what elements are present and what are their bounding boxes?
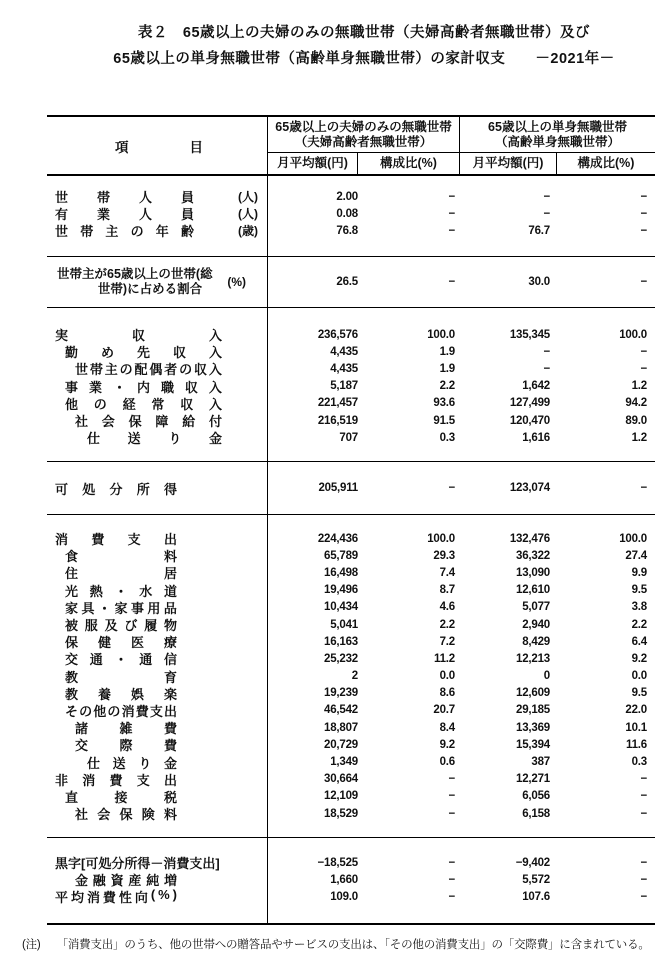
row-label: [47, 667, 268, 686]
value-cell: 6,158: [522, 807, 550, 820]
value-cell: 8.6: [439, 687, 455, 700]
value-cell: 4,435: [330, 345, 358, 358]
value-cell: 12,609: [516, 687, 550, 700]
value-cell: 1,616: [522, 431, 550, 444]
footnote-prefix: (注): [22, 939, 41, 951]
table-row: [47, 788, 655, 805]
value-cell: −: [640, 207, 647, 220]
value-cell: 3.8: [631, 601, 647, 614]
value-cell: −18,525: [317, 856, 358, 869]
value-cell: 16,163: [324, 635, 358, 648]
value-cell: 91.5: [433, 414, 455, 427]
value-cell: 5,572: [522, 873, 550, 886]
row-label: [47, 787, 268, 806]
value-cell: 9.5: [631, 584, 647, 597]
value-cell: −: [448, 890, 455, 903]
table-header: [47, 115, 655, 176]
row-label: [47, 684, 268, 703]
table-row: [47, 378, 655, 395]
value-cell: 93.6: [433, 397, 455, 410]
value-cell: 9.5: [631, 687, 647, 700]
value-cell: 0.6: [439, 756, 455, 769]
value-cell: 2.2: [439, 380, 455, 393]
value-cell: 15,394: [516, 738, 550, 751]
value-cell: 100.0: [427, 328, 455, 341]
value-cell: −: [640, 190, 647, 203]
table-row: [47, 599, 655, 616]
row-label-text: 社 会 保 障 給 付: [75, 414, 222, 430]
item-header-char-left: 項: [115, 139, 129, 155]
page-title: [0, 20, 666, 72]
value-cell: 11.2: [434, 652, 455, 665]
item-header-char-right: 目: [189, 139, 203, 155]
row-label-text: 実 収 入: [55, 328, 222, 344]
table-row: [47, 462, 655, 514]
value-cell: 76.7: [528, 224, 550, 237]
value-cell: −: [448, 807, 455, 820]
table-section: [47, 514, 655, 837]
value-cell: −: [640, 224, 647, 237]
value-cell: −: [543, 345, 550, 358]
page-title-line1: 表２ 65歳以上の夫婦のみの無職世帯（夫婦高齢者無職世帯）及び: [137, 25, 591, 41]
row-label-text: 黒字[可処分所得－消費支出]: [55, 856, 220, 872]
table-row: [47, 547, 655, 564]
row-label: [47, 804, 268, 823]
value-cell: 13,369: [516, 721, 550, 734]
row-label: [47, 770, 268, 789]
row-label-text: 光 熱 ・ 水 道: [65, 583, 177, 599]
table-row: [47, 257, 655, 307]
table-row: [47, 343, 655, 360]
value-cell: 4.6: [439, 601, 455, 614]
value-cell: 19,496: [324, 584, 358, 597]
table-row: [47, 582, 655, 599]
row-label-text: 勤 め 先 収 入: [65, 345, 222, 361]
row-label: [47, 529, 268, 548]
table-row: [47, 360, 655, 377]
value-cell: 12,271: [516, 773, 550, 786]
table-row: [47, 771, 655, 788]
value-cell: 1,642: [522, 380, 550, 393]
value-cell: 8.4: [439, 721, 455, 734]
value-cell: 100.0: [427, 532, 455, 545]
table-section: [47, 837, 655, 923]
row-label: [47, 377, 268, 396]
value-cell: 0.08: [336, 207, 358, 220]
value-cell: −: [448, 790, 455, 803]
row-label: [47, 411, 268, 430]
value-cell: −: [448, 773, 455, 786]
value-cell: 20,729: [324, 738, 358, 751]
value-cell: 18,529: [324, 807, 358, 820]
table-body: [47, 176, 655, 925]
table-row: [47, 736, 655, 753]
page-title-line2: 65歳以上の単身無職世帯（高齢単身無職世帯）の家計収支 －2021年－: [113, 51, 615, 67]
table-row: [47, 205, 655, 222]
value-cell: 1.9: [439, 362, 455, 375]
value-cell: −: [448, 873, 455, 886]
value-cell: 387: [531, 756, 550, 769]
table-row: [47, 633, 655, 650]
table-row: [47, 650, 655, 667]
value-cell: −: [543, 190, 550, 203]
household-accounts-table: [47, 115, 655, 925]
value-cell: 30.0: [528, 276, 550, 288]
value-cell: 22.0: [625, 704, 647, 717]
table-row: [47, 395, 655, 412]
row-label: [47, 718, 268, 737]
value-cell: 9.2: [631, 652, 647, 665]
row-label-text: 直 接 税: [65, 789, 177, 805]
table-row: [47, 616, 655, 633]
table-section: [47, 176, 655, 256]
row-label: [47, 632, 268, 651]
item-column-header: [47, 117, 268, 174]
row-label-text: 諸 雑 費: [75, 721, 177, 737]
table-row: [47, 719, 655, 736]
row-label-text: 教 養 娯 楽: [65, 686, 177, 702]
value-cell: 65,789: [324, 549, 358, 562]
value-cell: 18,807: [324, 721, 358, 734]
value-cell: −9,402: [515, 856, 550, 869]
row-label: [47, 546, 268, 565]
table-row: [47, 188, 655, 205]
row-label-text: 保 健 医 療: [65, 635, 177, 651]
subheader-monthly-avg-couple: 月平均額(円): [268, 153, 358, 174]
value-cell: 2: [351, 670, 358, 683]
row-unit: (人): [238, 190, 258, 205]
value-cell: −: [448, 482, 455, 494]
value-cell: 0: [543, 670, 550, 683]
value-cell: 19,239: [324, 687, 358, 700]
value-cell: 1,660: [330, 873, 358, 886]
row-label-text: 世 帯 主 の 配 偶 者 の 収 入: [75, 362, 222, 378]
value-cell: 11.6: [626, 738, 647, 751]
table-row: [47, 805, 655, 822]
value-cell: 6.4: [631, 635, 647, 648]
row-label-text: 教 育: [65, 669, 177, 685]
row-label-text: 平 均 消 費 性 向 ( % ): [55, 887, 177, 906]
table-row: [47, 702, 655, 719]
table-row: [47, 530, 655, 547]
value-cell: 7.4: [439, 566, 455, 579]
value-cell: 2,940: [522, 618, 550, 631]
value-cell: 16,498: [324, 566, 358, 579]
row-label: [47, 479, 268, 498]
table-row: [47, 854, 655, 871]
row-label: [47, 325, 268, 344]
value-cell: −: [640, 362, 647, 375]
value-cell: −: [640, 790, 647, 803]
group-header-couple: 65歳以上の夫婦のみの無職世帯 （夫婦高齢者無職世帯）: [268, 117, 460, 152]
value-cell: 5,077: [522, 601, 550, 614]
value-cell: 26.5: [336, 276, 358, 288]
row-label: [47, 204, 268, 223]
value-cell: 0.0: [439, 670, 455, 683]
value-cell: −: [543, 362, 550, 375]
value-cell: 36,322: [516, 549, 550, 562]
subheader-composition-couple: 構成比(%): [358, 153, 460, 174]
value-cell: −: [640, 856, 647, 869]
row-label-text: 仕 送 り 金: [87, 755, 177, 771]
value-cell: 8,429: [522, 635, 550, 648]
value-cell: −: [543, 207, 550, 220]
row-label: [47, 598, 268, 617]
row-label: [47, 359, 268, 378]
value-cell: 13,090: [516, 566, 550, 579]
row-label: [47, 221, 268, 240]
value-cell: 216,519: [317, 414, 358, 427]
value-cell: 29,185: [516, 704, 550, 717]
value-cell: 20.7: [433, 704, 455, 717]
value-cell: 2.2: [439, 618, 455, 631]
row-label-text: 世 帯 人 員: [55, 190, 194, 206]
table-row: [47, 685, 655, 702]
value-cell: 7.2: [439, 635, 455, 648]
value-cell: 100.0: [619, 532, 647, 545]
row-label: [47, 394, 268, 413]
row-label-text: そ の 他 の 消 費 支 出: [65, 703, 177, 719]
table-row: [47, 222, 655, 239]
value-cell: 127,499: [509, 397, 550, 410]
row-label-text: 社 会 保 険 料: [75, 807, 177, 823]
row-label-text: 被 服 及 び 履 物: [65, 618, 177, 634]
row-label-text: 他 の 経 常 収 入: [65, 396, 222, 412]
value-cell: −: [640, 773, 647, 786]
value-cell: −: [640, 276, 647, 288]
value-cell: −: [640, 482, 647, 494]
row-label: [47, 581, 268, 600]
value-cell: 135,345: [509, 328, 550, 341]
value-cell: 94.2: [625, 397, 647, 410]
row-label: [47, 615, 268, 634]
row-label: [47, 853, 268, 872]
value-cell: 10,434: [324, 601, 358, 614]
value-cell: −: [640, 890, 647, 903]
row-label-text: 消 費 支 出: [55, 532, 177, 548]
table-row: [47, 412, 655, 429]
value-cell: 1.2: [631, 431, 647, 444]
row-unit: (%): [227, 275, 246, 289]
footnote-text: 「消費支出」のうち、他の世帯への贈答品やサービスの支出は、「その他の消費支出」の「交際費」に含まれている。: [56, 939, 650, 951]
value-cell: 224,436: [317, 532, 358, 545]
value-cell: 5,187: [330, 380, 358, 393]
value-cell: 123,074: [509, 482, 550, 494]
value-cell: 1.9: [439, 345, 455, 358]
value-cell: 205,911: [318, 482, 358, 494]
row-label: [47, 870, 268, 889]
row-label: [47, 563, 268, 582]
value-cell: 12,213: [516, 652, 550, 665]
row-label: [47, 187, 268, 206]
row-label-text: 金 融 資 産 純 増: [75, 873, 177, 889]
value-cell: 89.0: [625, 414, 647, 427]
row-label-text: 交 通 ・ 通 信: [65, 652, 177, 668]
row-label: [47, 649, 268, 668]
value-cell: 107.6: [522, 890, 550, 903]
row-label: [47, 342, 268, 361]
row-unit: (歳): [238, 224, 258, 239]
value-cell: 12,610: [516, 584, 550, 597]
value-cell: 30,664: [324, 773, 358, 786]
value-cell: 25,232: [324, 652, 358, 665]
table-section: [47, 256, 655, 307]
value-cell: 29.3: [433, 549, 455, 562]
row-label-line2: 世帯)に占める割合: [97, 282, 203, 296]
table-row: [47, 429, 655, 446]
value-cell: 236,576: [317, 328, 358, 341]
row-label: [47, 428, 268, 447]
row-label-text: 非 消 費 支 出: [55, 772, 177, 788]
table-row: [47, 753, 655, 770]
value-cell: 27.4: [625, 549, 647, 562]
value-cell: −: [448, 224, 455, 237]
value-cell: 2.2: [631, 618, 647, 631]
value-cell: 221,457: [317, 397, 358, 410]
table-row: [47, 668, 655, 685]
value-cell: 12,109: [324, 790, 358, 803]
value-cell: 100.0: [619, 328, 647, 341]
value-cell: 9.2: [439, 738, 455, 751]
value-cell: 4,435: [330, 362, 358, 375]
table-row: [47, 871, 655, 888]
value-cell: 132,476: [509, 532, 550, 545]
value-cell: 76.8: [336, 224, 358, 237]
row-unit: (人): [238, 207, 258, 222]
row-label: [47, 701, 268, 720]
value-cell: 8.7: [439, 584, 455, 597]
row-label-text: 世 帯 主 の 年 齢: [55, 224, 194, 240]
row-label: [47, 887, 268, 906]
value-cell: −: [448, 190, 455, 203]
row-label-text: 可 処 分 所 得: [55, 481, 177, 497]
group-header-single: 65歳以上の単身無職世帯 （高齢単身無職世帯）: [488, 119, 627, 149]
row-label-text: 家 具 ・ 家 事 用 品: [65, 600, 177, 616]
table-section: [47, 461, 655, 514]
value-cell: 10.1: [625, 721, 647, 734]
value-cell: 0.0: [631, 670, 647, 683]
row-label: [47, 753, 268, 772]
value-cell: 0.3: [631, 756, 647, 769]
value-cell: 120,470: [509, 414, 550, 427]
value-cell: 6,056: [522, 790, 550, 803]
value-cell: −: [448, 276, 455, 288]
table-section: [47, 307, 655, 461]
row-label-text: 有 業 人 員: [55, 207, 194, 223]
page: [0, 20, 666, 967]
row-label-text: 交 際 費: [75, 738, 177, 754]
row-label: [47, 267, 268, 298]
row-label-text: 住 居: [65, 566, 177, 582]
value-cell: 1,349: [330, 756, 358, 769]
value-cell: 2.00: [336, 190, 358, 203]
value-cell: −: [640, 807, 647, 820]
value-cell: 5,041: [330, 618, 358, 631]
value-cell: −: [640, 345, 647, 358]
subheader-composition-single: 構成比(%): [577, 156, 635, 170]
row-label-line1: 世帯主が65歳以上の世帯(総: [57, 266, 213, 281]
value-cell: 46,542: [324, 704, 358, 717]
value-cell: 109.0: [330, 890, 358, 903]
value-cell: −: [640, 873, 647, 886]
value-cell: 1.2: [631, 380, 647, 393]
table-row: [47, 326, 655, 343]
footnote: [22, 936, 662, 952]
value-cell: 9.9: [631, 566, 647, 579]
table-row: [47, 564, 655, 581]
row-label-text: 仕 送 り 金: [87, 431, 222, 447]
table-row: [47, 888, 655, 905]
value-cell: 707: [339, 431, 358, 444]
row-label: [47, 735, 268, 754]
value-cell: −: [448, 856, 455, 869]
row-label-text: 事 業 ・ 内 職 収 入: [65, 379, 222, 395]
value-cell: 0.3: [439, 431, 455, 444]
row-label-text: 食 料: [65, 549, 177, 565]
value-cell: −: [448, 207, 455, 220]
subheader-monthly-avg-single: 月平均額(円): [460, 153, 557, 174]
